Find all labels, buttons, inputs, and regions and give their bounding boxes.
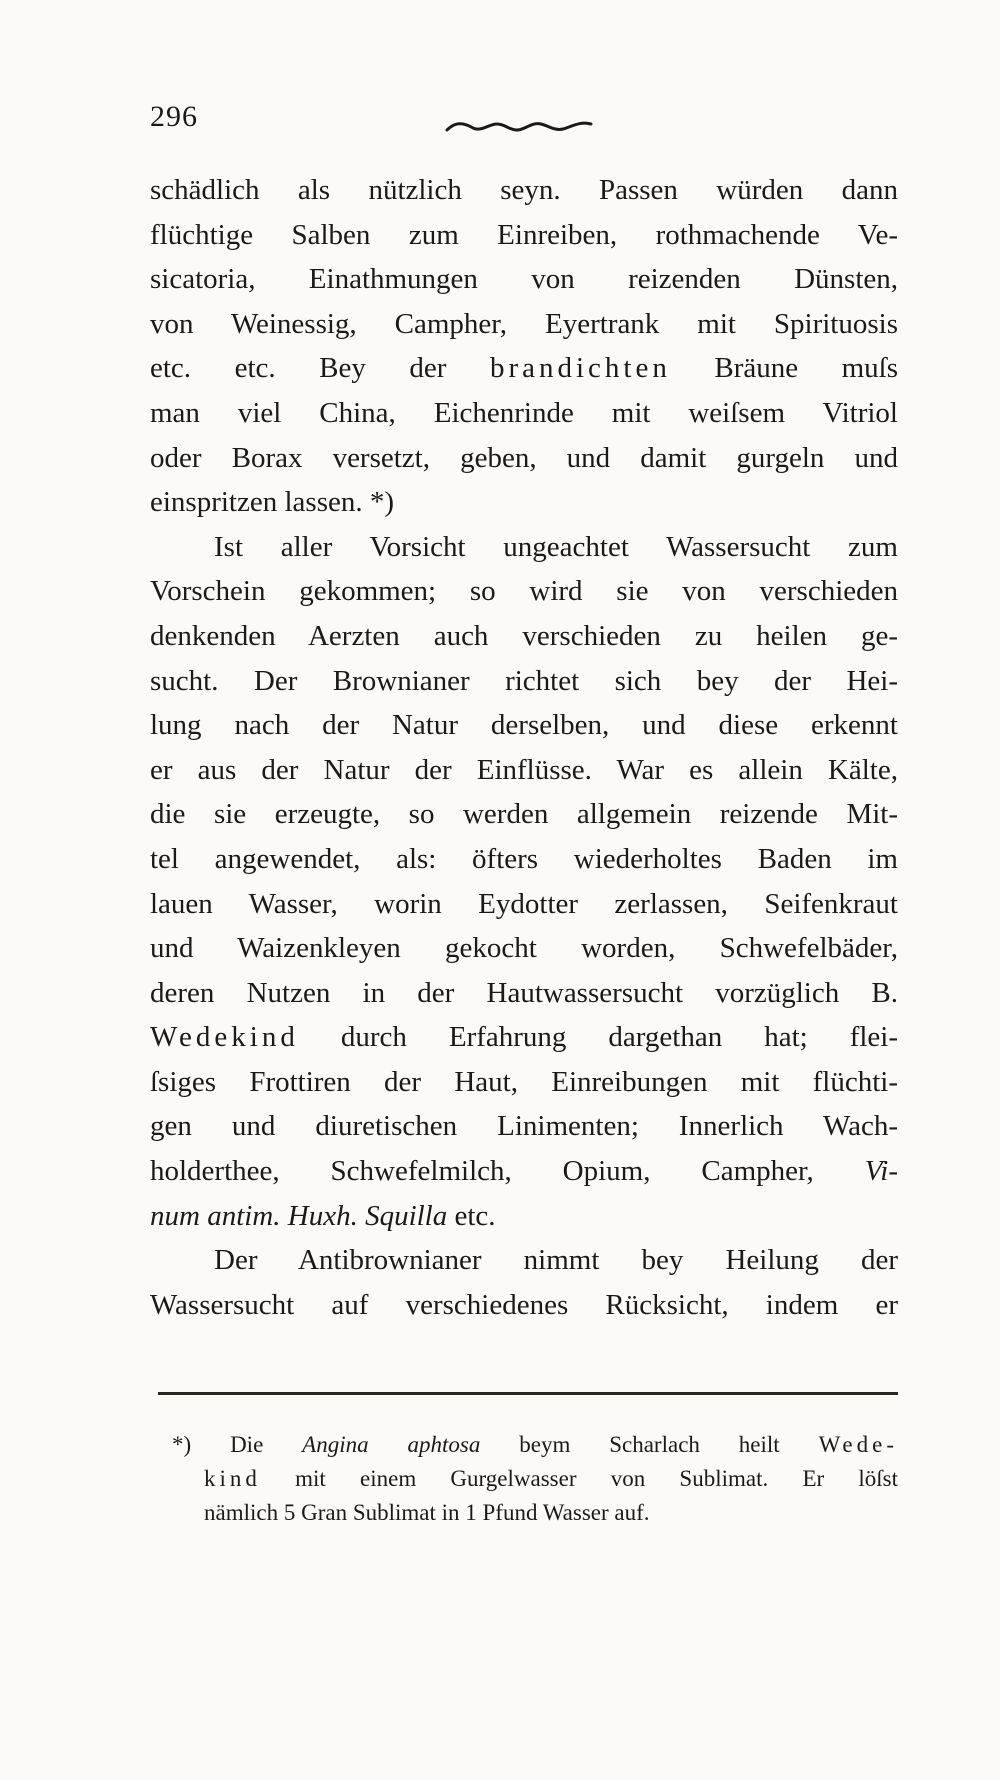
text-line: und Waizenkleyen gekocht worden, Schwefelbäder, <box>150 932 898 965</box>
text-line: Wassersucht auf verschiedenes Rücksicht, indem er <box>150 1288 898 1321</box>
text-line: flüchtige Salben zum Einreiben, rothmachende Ve- <box>150 218 898 251</box>
text-run: holderthee, Schwefelmilch, Opium, Campher, <box>150 1155 814 1188</box>
text-line: deren Nutzen in der Hautwassersucht vorzüglich B. <box>150 976 898 1009</box>
italic-term: Angina aphtosa <box>302 1432 481 1457</box>
text-line: lung nach der Natur derselben, und diese erkennt <box>150 709 898 742</box>
text-line: denkenden Aerzten auch verschieden zu heilen ge- <box>150 619 898 652</box>
text-line: von Weinessig, Campher, Eyertrank mit Spirituosis <box>150 307 898 340</box>
paragraph-start-line: Ist aller Vorsicht ungeachtet Wassersucht zum <box>214 530 898 563</box>
text-run: etc. etc. Bey der <box>150 352 447 385</box>
text-run: durch Erfahrung dargethan hat; flei- <box>340 1021 898 1054</box>
paragraph-start-line: Der Antibrownianer nimmt bey Heilung der <box>214 1244 898 1277</box>
footnote-line <box>172 1462 898 1496</box>
text-line: man viel China, Eichenrinde mit weiſsem Vitriol <box>150 396 898 429</box>
page-number: 296 <box>150 100 198 133</box>
text-run: etc. <box>454 1199 496 1232</box>
text-line: gen und diuretischen Linimenten; Innerlich Wach- <box>150 1110 898 1143</box>
text-line <box>150 1149 898 1194</box>
main-text <box>150 168 898 1327</box>
text-line: sicatoria, Einathmungen von reizenden Dünsten, <box>150 263 898 296</box>
text-line: einspritzen lassen. *) <box>150 486 395 519</box>
footnote-divider <box>158 1392 898 1395</box>
text-line: schädlich als nützlich seyn. Passen würden dann <box>150 174 898 206</box>
emphasized-name: Wede- <box>818 1432 899 1457</box>
emphasized-term: brandichten <box>489 352 671 385</box>
text-line: tel angewendet, als: öfters wiederholtes Baden im <box>150 842 898 875</box>
emphasized-name: kind <box>204 1466 261 1491</box>
text-line: oder Borax versetzt, geben, und damit gurgeln und <box>150 441 898 474</box>
footnote <box>172 1428 898 1530</box>
text-run: Die <box>230 1432 264 1457</box>
text-line: ſsiges Frottiren der Haut, Einreibungen mit flüchti- <box>150 1065 898 1098</box>
text-line: sucht. Der Brownianer richtet sich bey der Hei- <box>150 664 898 697</box>
italic-term: num antim. Huxh. Squilla <box>150 1199 448 1232</box>
text-line: lauen Wasser, worin Eydotter zerlassen, Seifenkraut <box>150 887 898 920</box>
text-line <box>150 346 898 391</box>
emphasized-name: Wedekind <box>150 1021 299 1054</box>
text-line: die sie erzeugte, so werden allgemein reizende Mit- <box>150 798 898 831</box>
text-run: Bräune muſs <box>714 352 899 385</box>
text-line: er aus der Natur der Einflüsse. War es allein Kälte, <box>150 753 898 786</box>
footnote-line: nämlich 5 Gran Sublimat in 1 Pfund Wasser auf. <box>204 1500 650 1525</box>
footnote-marker: *) <box>172 1432 192 1457</box>
text-line: Vorschein gekommen; so wird sie von verschieden <box>150 575 898 608</box>
italic-term: Vi- <box>864 1155 898 1188</box>
text-line <box>150 1194 898 1239</box>
footnote-line <box>172 1428 898 1462</box>
text-run: mit einem Gurgelwasser von Sublimat. Er löſst <box>295 1466 898 1491</box>
text-run: beym Scharlach heilt <box>519 1432 780 1457</box>
text-line <box>150 1015 898 1060</box>
header-ornament <box>445 118 593 134</box>
